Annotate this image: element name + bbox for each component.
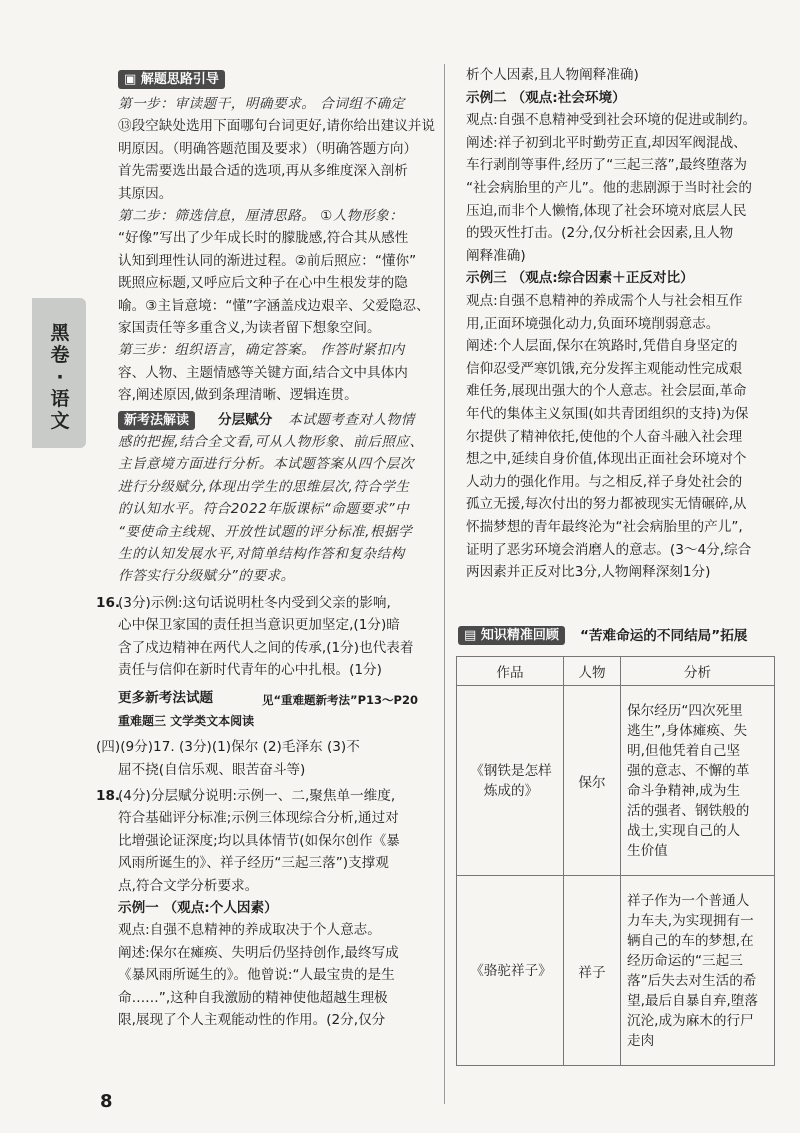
column-divider	[444, 64, 445, 1104]
example3-line: 阐述:个人层面,保尔在筑路时,凭借自身坚定的	[466, 338, 738, 355]
example3-line: 怀揣梦想的青年最终沦为“社会病胎里的产儿”,	[466, 519, 743, 535]
step3-line: 第三步：组织语言，确定答案。 作答时紧扣内	[118, 342, 405, 359]
example1-line: 观点:自强不息精神的养成取决于个人意志。	[118, 922, 381, 939]
example2-line: 阐述:祥子初到北平时勤劳正直,却因军阀混战、	[466, 134, 747, 151]
table-header: 人物	[564, 657, 621, 686]
new-exam-badge: 新考法解读	[118, 411, 195, 430]
q17-line: (四)(9分)17. (3分)(1)保尔 (2)毛泽东 (3)不	[96, 739, 360, 756]
example3-line: 年代的集体主义氛围(如共青团组织的支持)为保	[466, 406, 749, 422]
step2-line: 喻。③主旨意境：“懂”字涵盖戍边艰辛、父爱隐忍、	[118, 297, 430, 314]
table-header: 作品	[457, 657, 564, 686]
step1-line: 明原因。（明确答题范围及要求）（明确答题方向）	[118, 140, 418, 157]
example2-line: “社会病胎里的产儿”。他的悲剧源于当时社会的	[466, 180, 752, 196]
example3-line: 难任务,展现出强大的个人意志。社会层面,革命	[466, 383, 747, 400]
example3-line: 用,正面环境强化动力,负面环境削弱意志。	[466, 315, 720, 332]
example2-heading: 示例二 （观点:社会环境）	[466, 89, 626, 106]
right-top-line: 析个人因素,且人物阐释准确)	[466, 67, 639, 83]
q18-line: 符合基础评分标准;示例三体现综合分析,通过对	[118, 810, 399, 827]
example3-line: 想之中,延续自身价值,体现出正面社会环境对个	[466, 451, 747, 468]
solution-guide-label: 解题思路引导	[140, 72, 219, 87]
more-tests-sub: 重难题三 文学类文本阅读	[118, 713, 255, 728]
step3-line: 容、人物、主题情感等关键方面,结合文中具体内	[118, 364, 408, 381]
step3-line: 容,阐述原因,做到条理清晰、逻辑连贯。	[118, 387, 358, 404]
table-row	[457, 686, 775, 876]
new-exam-title: 分层赋分	[218, 411, 273, 428]
page-number: 8	[100, 1091, 113, 1112]
table-row	[457, 876, 775, 1066]
example3-line: 两因素并正反对比3分,人物阐释深刻1分)	[466, 564, 711, 581]
new-exam-line: 主旨意境方面进行分析。本试题答案从四个层次	[118, 456, 414, 473]
example1-line: 限,展现了个人主观能动性的作用。(2分,仅分	[118, 1012, 386, 1028]
q16-line: 心中保卫家国的责任担当意识更加坚定,(1分)暗	[118, 617, 400, 634]
q18-line: 比增强论证深度;均以具体情节(如保尔创作《暴	[118, 832, 400, 849]
example3-line: 观点:自强不息精神的养成需个人与社会相互作	[466, 293, 743, 309]
q18-line: 点,符合文学分析要求。	[118, 877, 259, 894]
step2-line: 第二步：筛选信息，厘清思路。 ①人物形象：	[118, 208, 404, 224]
q18-line: (4分)分层赋分说明:示例一、二,聚焦单一维度,	[118, 788, 396, 804]
example3-line: 证明了恶劣环境会消磨人的意志。(3～4分,综合	[466, 541, 752, 558]
step1-line: ⑬段空缺处选用下面哪句台词更好,请你给出建议并说	[118, 118, 435, 135]
new-exam-line: 的认知水平。符合2022年版课标“命题要求”中	[118, 501, 410, 518]
more-tests-title: 更多新考法试题	[118, 690, 214, 707]
step2-line: 认知到理性认同的渐进过程。②前后照应：“懂你”	[118, 252, 417, 269]
new-exam-line: 作答实行分级赋分”的要求。	[118, 568, 295, 585]
more-tests-ref: 见“重难题新考法”P13～P20	[262, 693, 418, 708]
table-cell-person: 保尔	[564, 686, 621, 876]
example3-heading: 示例三 （观点:综合因素＋正反对比）	[466, 270, 694, 287]
step1-line: 首先需要选出最合适的选项,再从多维度深入剖析	[118, 163, 408, 180]
q16-label: 16.	[96, 594, 121, 611]
table-cell-work: 《钢铁是怎样 炼成的》	[457, 686, 564, 876]
table-cell-analysis: 保尔经历“四次死里 逃生”,身体瘫痪、失 明,但他凭着自己坚 强的意志、不懈的革 命斗争精神,成为生 活的强者、钢铁般的 战士,实现自己的人 生价值	[621, 686, 775, 876]
q17-line: 屈不挠(自信乐观、眼苦奋斗等)	[118, 761, 306, 778]
q16-line: 含了戍边精神在两代人之间的传承,(1分)也代表着	[118, 639, 414, 656]
new-exam-line: 本试题考查对人物情	[288, 411, 415, 428]
knowledge-badge	[458, 626, 565, 645]
new-exam-line: 感的把握,结合全文看,可从人物形象、前后照应、	[118, 434, 424, 450]
step2-line: 既照应标题,又呼应后文种子在心中生根发芽的隐	[118, 275, 408, 292]
table-cell-work: 《骆驼祥子》	[457, 876, 564, 1066]
table-cell-person: 祥子	[564, 876, 621, 1066]
table-cell-analysis: 祥子作为一个普通人 力车夫,为实现拥有一 辆自己的车的梦想,在 经历命运的“三起三 落”后失去对生活的希 望,最后自暴自弃,堕落 沉沦,成为麻木的行尸 走肉	[621, 876, 775, 1066]
step2-line: 家国责任等多重含义,为读者留下想象空间。	[118, 320, 381, 336]
new-exam-line: 进行分级赋分,体现出学生的思维层次,符合学生	[118, 478, 410, 495]
example3-line: 孤立无援,每次付出的努力都被现实无情碾碎,从	[466, 496, 747, 513]
example2-line: 车行剥削等事件,经历了“三起三落”,最终堕落为	[466, 157, 748, 174]
table-header-row	[457, 657, 775, 686]
table-header: 分析	[621, 657, 775, 686]
analysis-table	[456, 656, 775, 1066]
example1-line: 《暴风雨所诞生的》。他曾说:“人最宝贵的是生	[118, 967, 395, 984]
example2-line: 的毁灭性打击。(2分,仅分析社会因素,且人物	[466, 225, 734, 242]
sidebar-tab-label: 黑卷·语文	[50, 322, 70, 432]
q18-line: 风雨所诞生的》、祥子经历“三起三落”)支撑观	[118, 855, 389, 872]
example3-line: 信仰忍受严寒饥饿,充分发挥主观能动性完成艰	[466, 360, 743, 377]
example3-line: 人动力的强化作用。与之相反,祥子身处社会的	[466, 473, 743, 490]
example2-line: 观点:自强不息精神受到社会环境的促进或制约。	[466, 112, 757, 129]
example2-line: 阐释准确)	[466, 247, 526, 264]
knowledge-badge-label: 知识精准回顾	[480, 628, 559, 643]
knowledge-title: “苦难命运的不同结局”拓展	[580, 628, 748, 644]
step1-line: 其原因。	[118, 185, 173, 202]
q16-line: (3分)示例:这句话说明杜冬内受到父亲的影响,	[118, 594, 391, 611]
example1-line: 命……”,这种自我激励的精神使他超越生理极	[118, 989, 388, 1006]
example1-line: 阐述:保尔在瘫痪、失明后仍坚持创作,最终写成	[118, 944, 399, 961]
document-icon: ▣	[124, 72, 141, 87]
example2-line: 压迫,而非个人懒惰,体现了社会环境对底层人民	[466, 202, 747, 219]
step1-line: 第一步：审读题干，明确要求。 合词组不确定	[118, 96, 405, 112]
example1-heading: 示例一 （观点:个人因素）	[118, 900, 278, 916]
q16-line: 责任与信仰在新时代青年的心中扎根。(1分)	[118, 662, 382, 678]
solution-guide-badge	[118, 70, 225, 89]
example3-line: 尔提供了精神依托,使他的个人奋斗融入社会理	[466, 428, 743, 445]
new-exam-line: 生的认知发展水平,对简单结构作答和复杂结构	[118, 546, 405, 562]
q18-label: 18.	[96, 788, 121, 804]
new-exam-line: “要使命主线规、开放性试题的评分标准,根据学	[118, 523, 413, 540]
step2-line: “好像”写出了少年成长时的朦胧感,符合其从感性	[118, 230, 409, 247]
book-icon: ▤	[464, 628, 481, 643]
